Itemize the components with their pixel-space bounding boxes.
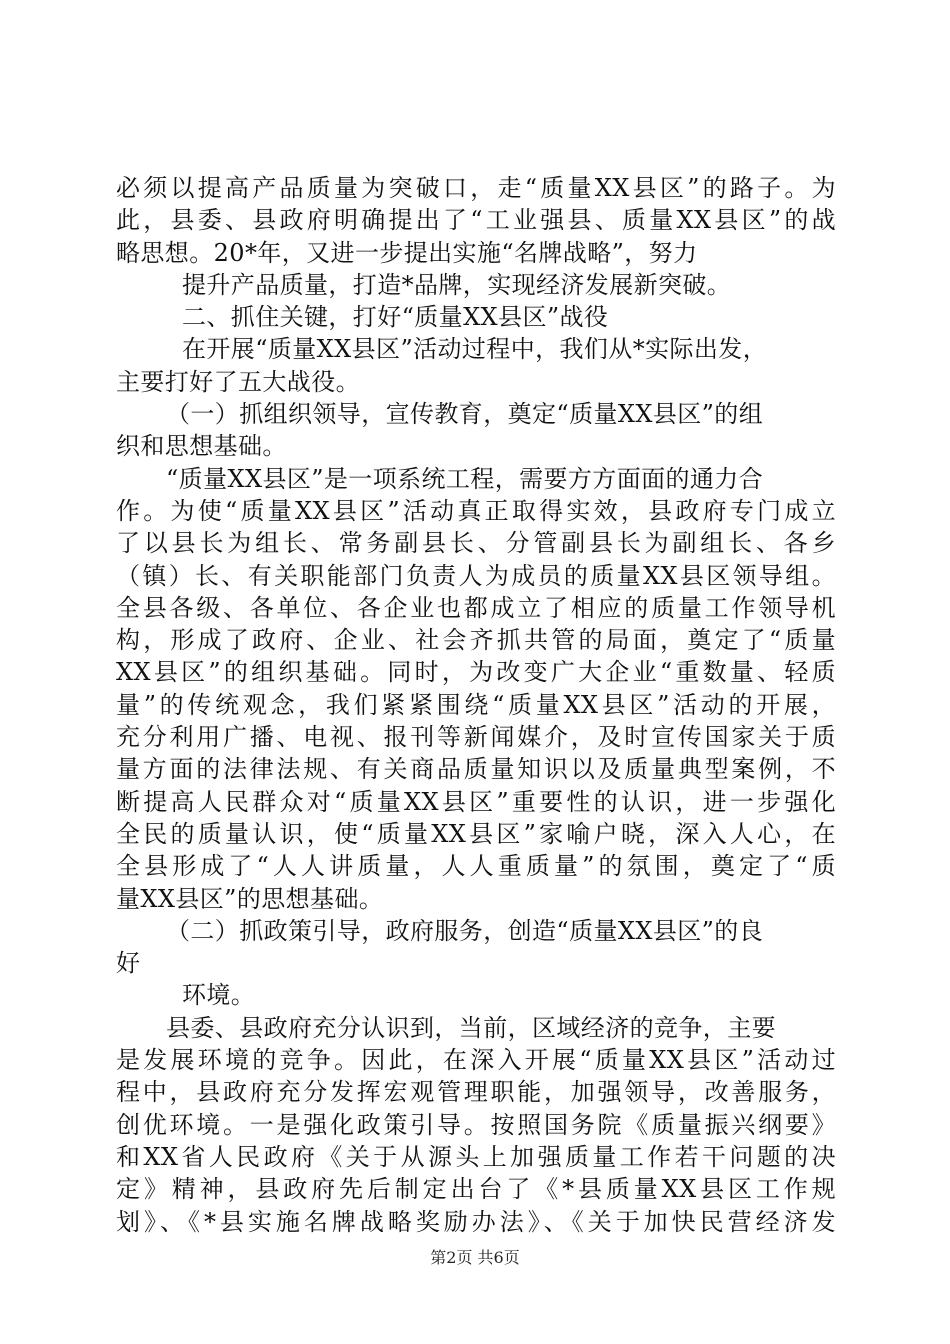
- subsection-heading: （二）抓政策引导，政府服务，创造“质量XX县区”的良: [166, 916, 764, 945]
- text-line: 主要打好了五大战役。: [116, 367, 360, 396]
- text-line: 了以县长为组长、常务副县长、分管副县长为副组长、各乡: [116, 529, 836, 558]
- text-line: 环境。: [182, 981, 256, 1010]
- text-line: 县委、县政府充分认识到，当前，区域经济的竞争，主要: [166, 1013, 776, 1042]
- text-line: 全民的质量认识，使“质量XX县区”家喻户晓，深入人心，在: [116, 819, 836, 848]
- text-line: 全县形成了“人人讲质量，人人重质量”的氛围，奠定了“质: [116, 852, 836, 881]
- text-line: 此，县委、县政府明确提出了“工业强县、质量XX县区”的战: [116, 206, 836, 235]
- page-number-footer: 第2页 共6页: [430, 1248, 520, 1267]
- text-line: 量方面的法律法规、有关商品质量知识以及质量典型案例，不: [116, 755, 836, 784]
- text-line: “质量XX县区”是一项系统工程，需要方方面面的通力合: [166, 464, 764, 493]
- text-line: 提升产品质量，打造*品牌，实现经济发展新突破。: [182, 270, 732, 299]
- body-text: [116, 172, 836, 1238]
- section-heading: 二、抓住关键，打好“质量XX县区”战役: [182, 303, 609, 332]
- text-line: 略思想。20*年，又进一步提出实施“名牌战略”，努力: [116, 238, 698, 267]
- text-line: （镇）长、有关职能部门负责人为成员的质量XX县区领导组。: [116, 561, 836, 590]
- text-line: 构，形成了政府、企业、社会齐抓共管的局面，奠定了“质量: [116, 626, 836, 655]
- text-line: 程中，县政府充分发挥宏观管理职能，加强领导，改善服务，: [116, 1078, 836, 1107]
- text-line: 织和思想基础。: [116, 432, 287, 461]
- text-line: 创优环境。一是强化政策引导。按照国务院《质量振兴纲要》: [116, 1110, 836, 1139]
- text-line: 全县各级、各单位、各企业也都成立了相应的质量工作领导机: [116, 593, 836, 622]
- text-line: 量XX县区”的思想基础。: [116, 884, 384, 913]
- text-line: 和XX省人民政府《关于从源头上加强质量工作若干问题的决: [116, 1142, 836, 1171]
- subsection-heading: （一）抓组织领导，宣传教育，奠定“质量XX县区”的组: [166, 400, 764, 429]
- text-line: 好: [116, 949, 141, 978]
- text-line: 必须以提高产品质量为突破口，走“质量XX县区”的路子。为: [116, 174, 836, 202]
- text-line: 作。为使“质量XX县区”活动真正取得实效，县政府专门成立: [116, 496, 836, 525]
- text-line: 划》、《*县实施名牌战略奖励办法》、《关于加快民营经济发: [116, 1207, 836, 1236]
- text-line: 量”的传统观念，我们紧紧围绕“质量XX县区”活动的开展，: [116, 690, 836, 719]
- text-line: 断提高人民群众对“质量XX县区”重要性的认识，进一步强化: [116, 787, 836, 816]
- text-line: XX县区”的组织基础。同时，为改变广大企业“重数量、轻质: [116, 658, 836, 687]
- text-line: 是发展环境的竞争。因此，在深入开展“质量XX县区”活动过: [116, 1046, 836, 1075]
- text-line: 充分利用广播、电视、报刊等新闻媒介，及时宣传国家关于质: [116, 723, 836, 752]
- text-line: 定》精神，县政府先后制定出台了《*县质量XX县区工作规: [116, 1175, 836, 1204]
- text-line: 在开展“质量XX县区”活动过程中，我们从*实际出发，: [182, 335, 768, 364]
